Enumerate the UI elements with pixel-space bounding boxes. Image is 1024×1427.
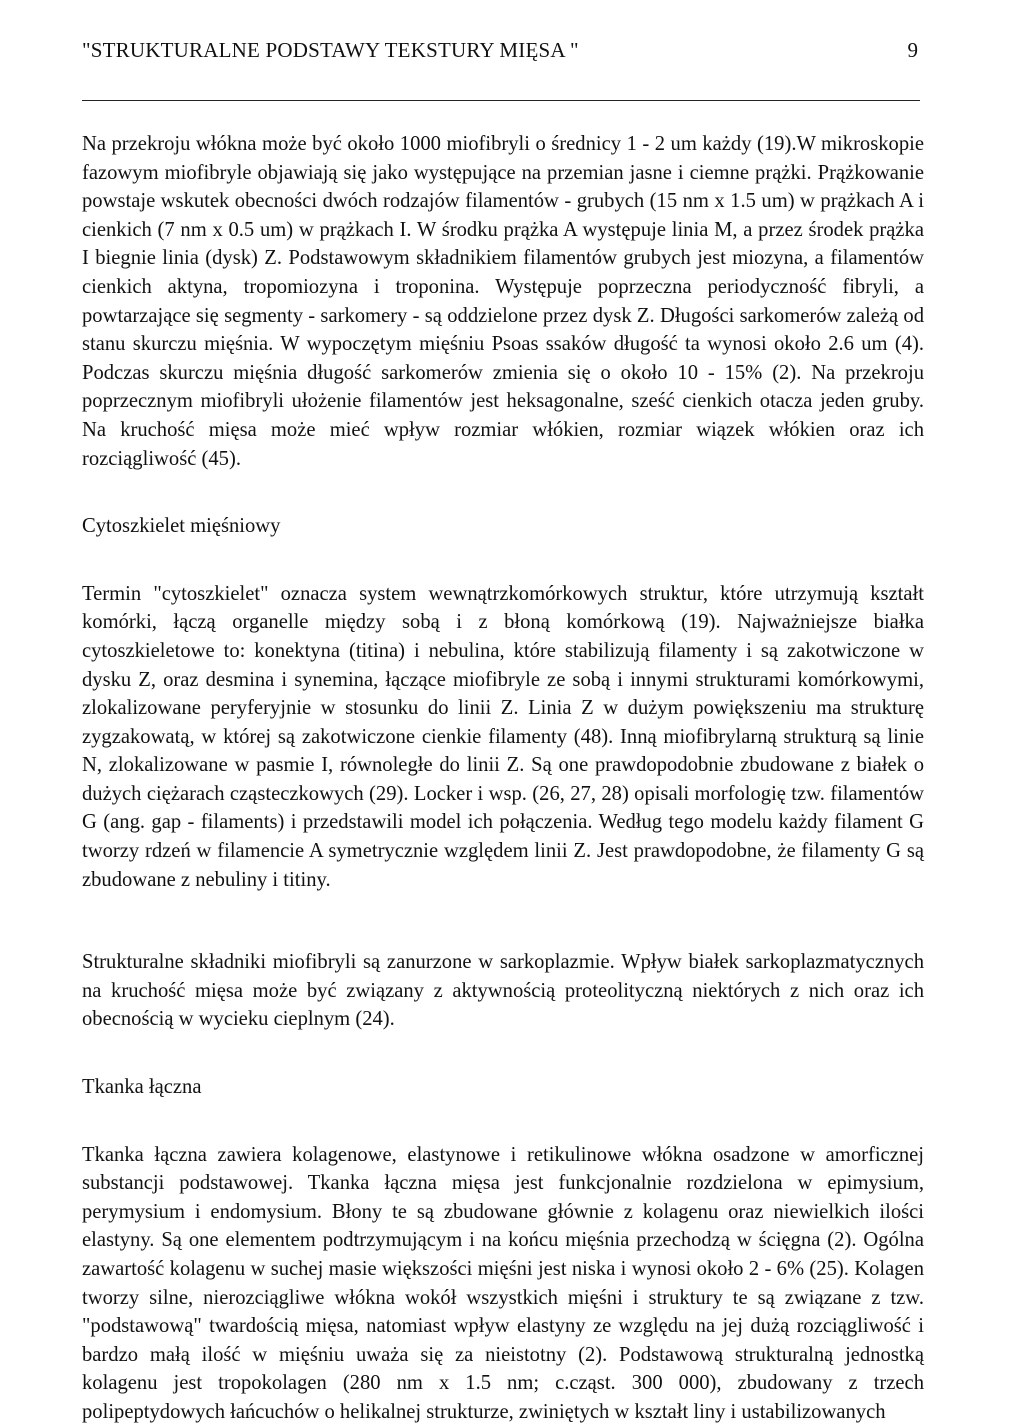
- spacer: [82, 1034, 924, 1073]
- spacer: [82, 541, 924, 580]
- spacer: [82, 1102, 924, 1141]
- running-title: "STRUKTURALNE PODSTAWY TEKSTURY MIĘSA ": [82, 38, 579, 62]
- page-number: 9: [907, 38, 918, 62]
- paragraph-sarcoplasm: Strukturalne składniki miofibryli są zanurzone w sarkoplazmie. Wpływ białek sarkoplazmatycznych na kruchość mięsa może być związany z aktywnością proteolityczną niektórych z nich oraz ich obecnością w wycieku cieplnym (24).: [82, 951, 924, 1031]
- spacer: [82, 473, 924, 512]
- spacer: [82, 894, 924, 948]
- section-heading-connective-tissue: Tkanka łączna: [82, 1076, 202, 1099]
- paragraph-myofibrils: Na przekroju włókna może być około 1000 miofibryli o średnicy 1 - 2 um każdy (19).W mikroskopie fazowym miofibryle objawiają się jako występujące na przemian jasne i ciemne prążki. Prążkowanie powstaje wskutek obecności dwóch rodzajów filamentów - grubych (15 nm x 1.5 um) w prążkach A i cienkich (7 nm x 0.5 um) w prążkach I. W środku prążka A występuje linia M, a przez środek prążka I biegnie linia (dysk) Z. Podstawowym składnikiem filamentów grubych jest miozyna, a filamentów cienkich aktyna, tropomiozyna i troponina. Występuje poprzeczna periodyczność fibryli, a powtarzające się segmenty - sarkomery - są oddzielone przez dysk Z. Długości sarkomerów zależą od stanu skurczu mięśnia. W wypoczętym mięśniu Psoas ssaków długość ta wynosi około 2.6 um (4). Podczas skurczu mięśnia długość sarkomerów zmienia się o około 10 - 15% (2). Na przekroju poprzecznym miofibryli ułożenie filamentów jest heksagonalne, sześć cienkich otacza jeden gruby. Na kruchość mięsa może mieć wpływ rozmiar włókien, rozmiar wiązek włókien oraz ich rozciągliwość (45).: [82, 133, 924, 470]
- paragraph-cytoskeleton: Termin "cytoszkielet" oznacza system wewnątrzkomórkowych struktur, które utrzymują kształt komórki, łączą organelle między sobą i z błoną komórkową (19). Najważniejsze białka cytoszkieletowe to: konektyna (titina) i nebulina, które stabilizują filamenty i są zakotwiczone w dysku Z, oraz desmina i synemina, łączące miofibryle ze sobą i innymi strukturami komórkowymi, zlokalizowane peryferyjnie w stosunku do linii Z. Linia Z w dużym powiększeniu ma strukturę zygzakowatą, w której są zakotwiczone cienkie filamenty (48). Inną miofibrylarną strukturą są linie N, zlokalizowane w pasmie I, równoległe do linii Z. Są one prawdopodobnie zbudowane z białek o dużych ciężarach cząsteczkowych (29). Locker i wsp. (26, 27, 28) opisali morfologię tzw. filamentów G (ang. gap - filaments) i przedstawili model ich połączenia. Według tego modelu każdy filament G tworzy rdzeń w filamencie A symetrycznie względem linii Z. Jest prawdopodobne, że filamenty G są zbudowane z nebuliny i titiny.: [82, 582, 924, 891]
- section-heading-cytoskeleton: Cytoszkielet mięśniowy: [82, 515, 281, 538]
- paragraph-connective-tissue: Tkanka łączna zawiera kolagenowe, elastynowe i retikulinowe włókna osadzone w amorficznej substancji podstawowej. Tkanka łączna mięsa jest funkcjonalnie rozdzielona w epimysium, perymysium i endomysium. Błony te są zbudowane głównie z kolagenu oraz niewielkich ilości elastyny. Są one elementem podtrzymującym i na końcu mięśnia przechodzą w ścięgna (2). Ogólna zawartość kolagenu w suchej masie większości mięśni jest niska i wynosi około 2 - 6% (25). Kolagen tworzy silne, nierozciągliwe włókna wokół wszystkich mięśni i struktury te są związane z tzw. "podstawową" twardością mięsa, natomiast wpływ elastyny ze względu na jej dużą rozciągliwość i bardzo małą ilość w mięśniu uważa się za nieistotny (2). Podstawową strukturalną jednostką kolagenu jest tropokolagen (280 nm x 1.5 nm; c.cząst. 300 000), zbudowany z trzech polipeptydowych łańcuchów o helikalnej strukturze, zwiniętych w kształt liny i ustabilizowanych: [82, 1143, 924, 1423]
- running-header: [82, 34, 922, 66]
- header-rule: [82, 100, 920, 101]
- body-text: [82, 130, 924, 1427]
